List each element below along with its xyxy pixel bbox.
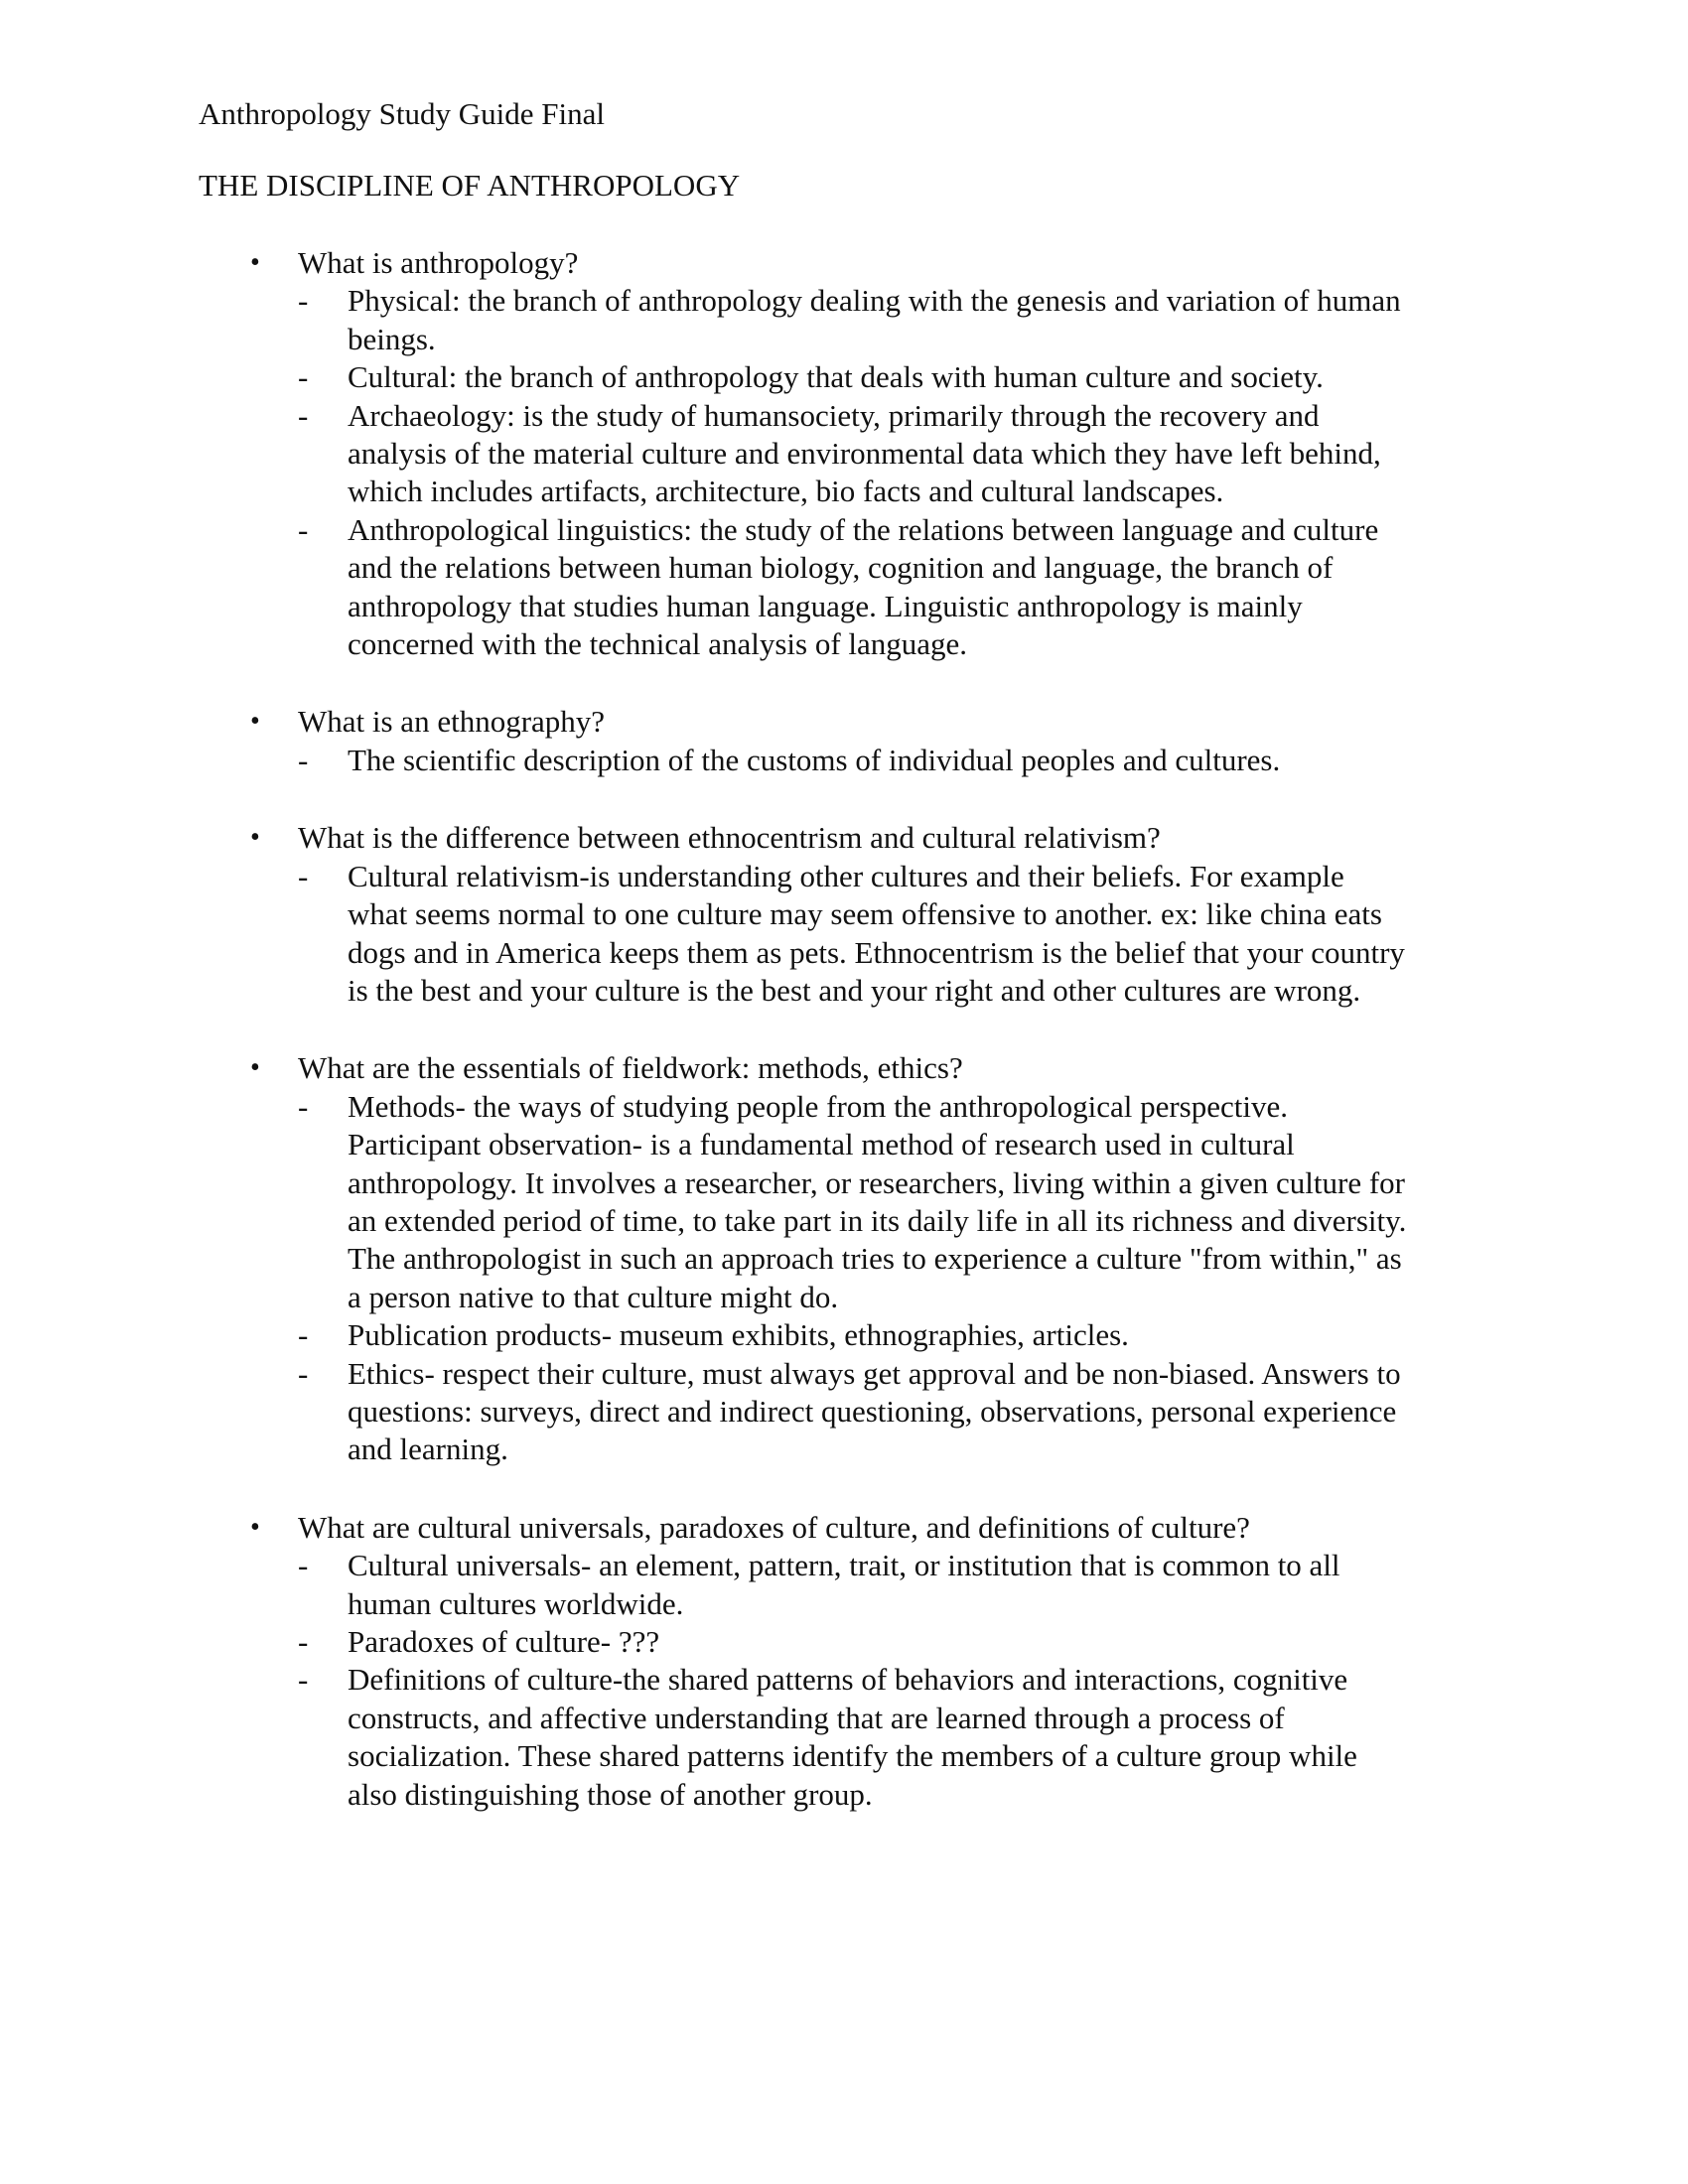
question-text-row [250, 1509, 1688, 1547]
dash-icon: - [298, 359, 309, 395]
answer-text: Definitions of culture-the shared patterns of behaviors and interactions, cognitive constructs, and affective understanding that are learned through a process of socialization. These shared patterns identify the members of a culture group while also distinguishing those of another group. [348, 1662, 1357, 1812]
question-text-row [250, 244, 1688, 282]
answer-text: Publication products- museum exhibits, ethnographies, articles. [348, 1317, 1129, 1353]
dash-icon: - [298, 742, 309, 777]
question-text: What is an ethnography? [298, 704, 606, 740]
answer-text: Cultural: the branch of anthropology that deals with human culture and society. [348, 359, 1324, 395]
answer-item [298, 1547, 1499, 1623]
answer-text: Cultural relativism-is understanding other cultures and their beliefs. For example what seems normal to one culture may seem offensive to another. ex: like china eats dogs and in America keeps them as pets. Ethnocentrism is the belief that your country is the best and your culture is the best and your right and other cultures are wrong. [348, 858, 1405, 1008]
question-text-row [250, 703, 1688, 741]
bullet-icon: • [250, 1052, 260, 1084]
answer-item [298, 858, 1499, 1011]
question-text: What is anthropology? [298, 245, 579, 280]
answer-item [298, 397, 1499, 511]
answer-text: Anthropological linguistics: the study of the relations between language and culture and the relations between human biology, cognition and language, the branch of anthropology that studies human language. Linguistic anthropology is mainly concerned with the technical analysis of language. [348, 511, 1379, 662]
question-item [0, 1509, 1688, 1814]
answer-text: Cultural universals- an element, pattern, trait, or institution that is common to all human cultures worldwide. [348, 1548, 1340, 1621]
answer-text: Ethics- respect their culture, must always get approval and be non-biased. Answers to questions: surveys, direct and indirect questioning, observations, personal experience and learning. [348, 1355, 1401, 1467]
answer-text: The scientific description of the customs of individual peoples and cultures. [348, 742, 1281, 777]
answer-text: Paradoxes of culture- ??? [348, 1624, 660, 1659]
answer-list [0, 1547, 1688, 1814]
answer-item [298, 358, 1499, 396]
answer-item [298, 1355, 1499, 1469]
question-text-row [250, 819, 1688, 857]
dash-icon: - [298, 1355, 309, 1391]
bullet-icon: • [250, 822, 260, 854]
bullet-icon: • [250, 247, 260, 278]
answer-item [298, 511, 1499, 664]
section-heading: THE DISCIPLINE OF ANTHROPOLOGY [199, 168, 741, 203]
answer-list [0, 1088, 1688, 1469]
dash-icon: - [298, 858, 309, 893]
answer-item [298, 1088, 1499, 1316]
question-text: What are cultural universals, paradoxes of culture, and definitions of culture? [298, 1509, 1250, 1545]
dash-icon: - [298, 1088, 309, 1124]
document-title: Anthropology Study Guide Final [199, 96, 606, 131]
question-text: What are the essentials of fieldwork: methods, ethics? [298, 1050, 963, 1086]
question-list [0, 244, 1688, 1853]
answer-list [0, 858, 1688, 1011]
dash-icon: - [298, 1317, 309, 1353]
dash-icon: - [298, 1624, 309, 1659]
dash-icon: - [298, 397, 309, 433]
question-text: What is the difference between ethnocentrism and cultural relativism? [298, 820, 1161, 856]
answer-item [298, 282, 1499, 358]
bullet-icon: • [250, 706, 260, 738]
dash-icon: - [298, 1548, 309, 1583]
answer-text: Methods- the ways of studying people from the anthropological perspective. Participant observation- is a fundamental method of research used in cultural anthropology. It involves a researcher, or researchers, living within a given culture for an extended period of time, to take part in its daily life in all its richness and diversity. The anthropologist in such an approach tries to experience a culture "from within," as a person native to that culture might do. [348, 1088, 1407, 1314]
answer-text: Archaeology: is the study of humansociety, primarily through the recovery and analysis of the material culture and environmental data which they have left behind, which includes artifacts, architecture, bio facts and cultural landscapes. [348, 397, 1381, 509]
question-text-row [250, 1049, 1688, 1087]
dash-icon: - [298, 511, 309, 547]
answer-item [298, 1661, 1499, 1814]
question-item [0, 703, 1688, 779]
question-item [0, 244, 1688, 663]
answer-item [298, 742, 1499, 779]
answer-item [298, 1623, 1499, 1661]
answer-list [0, 742, 1688, 779]
answer-list [0, 282, 1688, 663]
answer-text: Physical: the branch of anthropology dealing with the genesis and variation of human beings. [348, 283, 1401, 356]
dash-icon: - [298, 1662, 309, 1698]
question-item [0, 819, 1688, 1010]
answer-item [298, 1316, 1499, 1354]
bullet-icon: • [250, 1511, 260, 1543]
question-item [0, 1049, 1688, 1468]
dash-icon: - [298, 283, 309, 319]
